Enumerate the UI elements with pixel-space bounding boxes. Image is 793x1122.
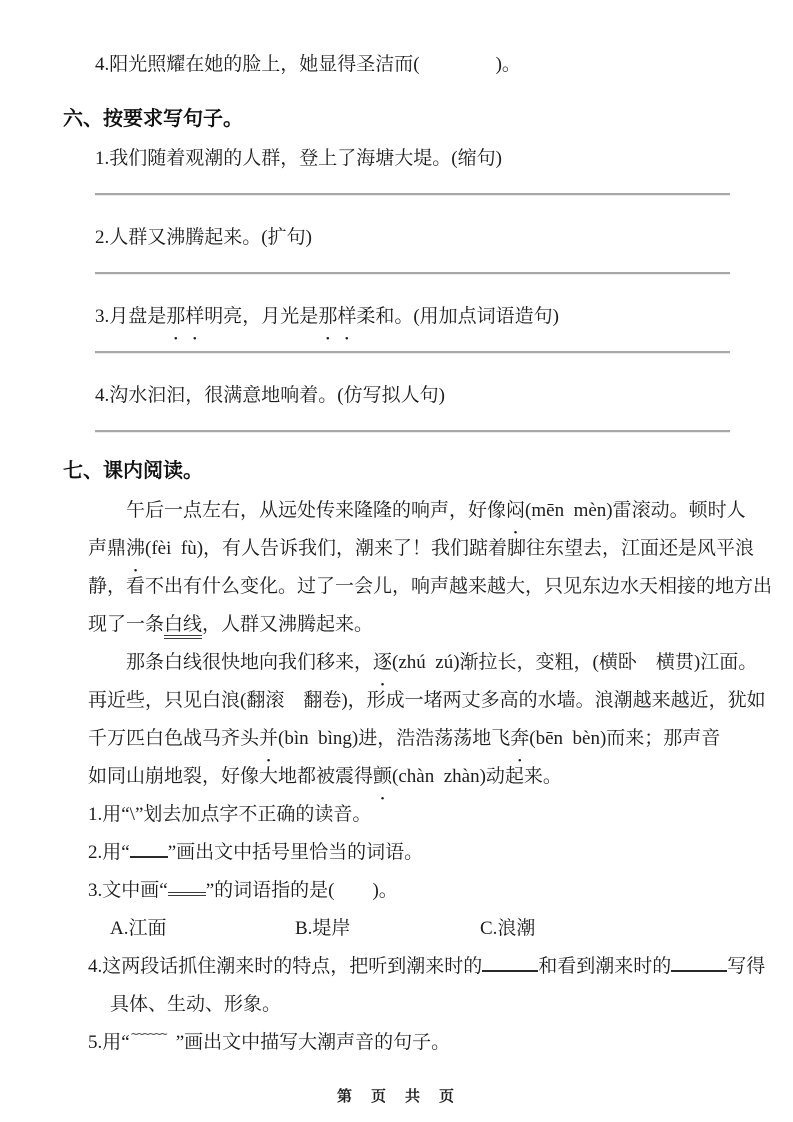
emphasized-char: 那: [318, 306, 338, 327]
text-segment: 3.文中画“: [88, 880, 168, 901]
text-segment: 1.用“\”划去加点字不正确的读音。: [88, 804, 372, 825]
text-segment: 2.人群又沸腾起来。(扩句): [95, 227, 312, 248]
passage-1-line-3: [88, 568, 773, 606]
worksheet-body: [63, 46, 773, 1062]
option-item: B.堤岸: [295, 918, 351, 939]
text-segment: ”画出文中描写大潮声音的句子。: [175, 1032, 451, 1053]
reading-question-3: [88, 872, 737, 910]
passage-2-line-4: [88, 758, 737, 796]
text-segment: 和看到潮来时的: [538, 956, 672, 977]
text-segment: 声鼎: [88, 538, 127, 559]
item-6-3: [95, 298, 737, 336]
emphasized-char: 并: [259, 728, 279, 749]
text-segment: (bēn bèn)而来；那声音: [529, 728, 721, 749]
text-segment: 柔和。(用加点词语造句): [356, 306, 559, 327]
fill-blank-mark: [482, 953, 538, 972]
emphasized-char: 奔: [510, 728, 530, 749]
answer-line-1: [95, 193, 730, 195]
reading-question-4: [88, 948, 766, 986]
emphasized-char: 沸: [126, 538, 146, 559]
text-segment: 4.这两段话抓住潮来时的特点，把听到潮来时的: [88, 956, 483, 977]
text-segment: 3.月盘是: [95, 306, 167, 327]
passage-2-line-3: [88, 720, 737, 758]
fill-blank-mark: [130, 839, 168, 858]
fill-blank-mark: [168, 877, 206, 896]
text-segment: 具体、生动、形象。: [110, 994, 282, 1015]
text-segment: (mēn mèn)雷滚动。顿时人: [525, 500, 746, 521]
text-segment: 5.用“: [88, 1032, 130, 1053]
emphasized-char: 颤: [373, 766, 393, 787]
option-item: C.浪潮: [480, 918, 536, 939]
item-6-1: [95, 140, 737, 178]
emphasized-char: 样: [185, 306, 205, 327]
text-segment: 千万匹白色战马齐头: [88, 728, 260, 749]
text-segment: (bìn bìng)进，浩浩荡荡地飞: [278, 728, 511, 749]
reading-question-2: [88, 834, 737, 872]
underlined-text: 白线: [164, 614, 202, 639]
text-segment: 静，看不出有什么变化。过了一会儿，响声越来越大，只见东边水天相接的地方出: [88, 576, 773, 597]
answer-line-3: [95, 351, 730, 353]
text-segment: (fèi fù)，有人告诉我们，潮来了！我们踮着脚往东望去，江面还是风平浪: [145, 538, 755, 559]
passage-1-line-2: [88, 530, 755, 568]
emphasized-char: 样: [337, 306, 357, 327]
reading-question-4-cont: [110, 986, 737, 1024]
passage-1-line-1: [126, 492, 746, 530]
text-segment: 如同山崩地裂，好像大地都被震得: [88, 766, 374, 787]
passage-2-line-1: [126, 644, 758, 682]
text-segment: (chàn zhàn)动起来。: [392, 766, 562, 787]
emphasized-char: 那: [166, 306, 186, 327]
text-segment: 现了一条: [88, 614, 165, 635]
section-seven-heading: 七、课内阅读。: [63, 460, 203, 482]
text-segment: 4.阳光照耀在她的脸上，她显得圣洁而( )。: [95, 54, 521, 75]
item-6-2: [95, 219, 737, 257]
text-segment: 那条白线很快地向我们移来，: [126, 652, 374, 673]
page-footer: 第 页 共 页: [336, 1088, 456, 1105]
text-segment: 再近些，只见白浪(翻滚 翻卷)，形成一堵两丈多高的水墙。浪潮越来越近，犹如: [88, 690, 766, 711]
text-segment: 明亮，月光是: [204, 306, 319, 327]
text-segment: (zhú zú)渐拉长，变粗，(横卧 横贯)江面。: [392, 652, 758, 673]
text-segment: 写得: [727, 956, 766, 977]
question-3-options: [110, 910, 737, 948]
item-5-4: [95, 46, 737, 84]
section-six-heading: 六、按要求写句子。: [63, 108, 243, 130]
emphasized-char: 闷: [506, 500, 526, 521]
reading-question-1: [88, 796, 737, 834]
fill-blank-mark: [130, 1029, 176, 1048]
item-6-4: [95, 377, 737, 415]
text-segment: 4.沟水汩汩，很满意地响着。(仿写拟人句): [95, 385, 445, 406]
text-segment: ”画出文中括号里恰当的词语。: [167, 842, 424, 863]
text-segment: 午后一点左右，从远处传来隆隆的响声，好像: [126, 500, 507, 521]
fill-blank-mark: [671, 953, 727, 972]
emphasized-char: 逐: [373, 652, 393, 673]
option-item: A.江面: [110, 918, 167, 939]
passage-1-line-4: [88, 606, 737, 644]
passage-2-line-2: [88, 682, 766, 720]
answer-line-2: [95, 272, 730, 274]
reading-question-5: [88, 1024, 737, 1062]
text-segment: 1.我们随着观潮的人群，登上了海塘大堤。(缩句): [95, 148, 502, 169]
text-segment: 2.用“: [88, 842, 130, 863]
text-segment: ”的词语指的是( )。: [205, 880, 398, 901]
text-segment: ，人群又沸腾起来。: [202, 614, 374, 635]
answer-line-4: [95, 430, 730, 432]
